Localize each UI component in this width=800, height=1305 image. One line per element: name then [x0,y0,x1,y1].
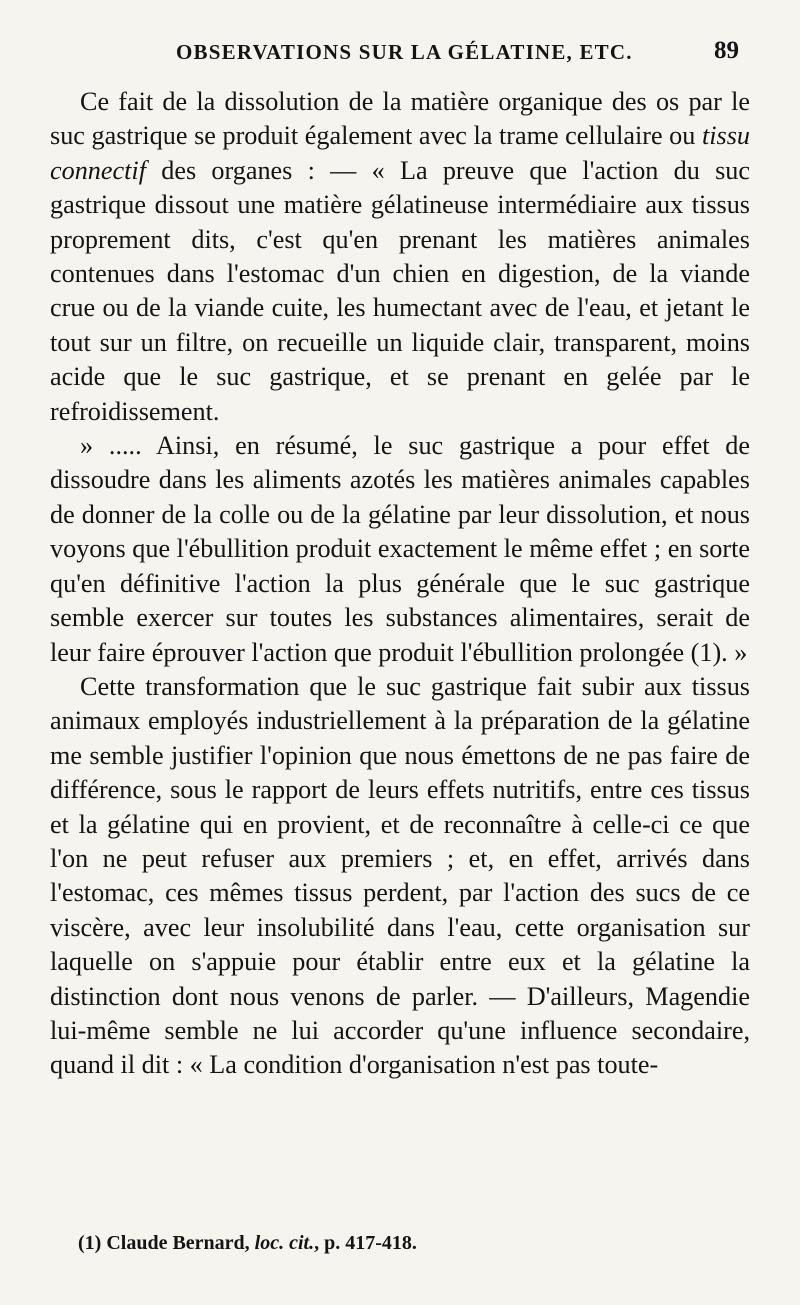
page-header [0,37,800,76]
footnote-pages: , p. 417-418. [314,1232,417,1254]
paragraph-1-italic: tissu connectif [50,121,750,185]
running-title: OBSERVATIONS SUR LA GÉLATINE, ETC. [176,40,633,64]
paragraph-1-text-b: des organes : — « La preuve que l'action du suc gastrique dissout une matière gélatineuse intermédiaire aux tissus proprement dits, c'est qu'en prenant les matières animales contenues dans l'estomac d'un chien en digestion, de la viande crue ou de la viande cuite, les humectant avec de l'eau, et jetant le tout sur un filtre, on recueille un liquide clair, transparent, moins acide que le suc gastrique, et se prenant en gelée par le refroidissement. [50,155,750,426]
footnote [78,1232,417,1255]
footnote-marker: (1) [78,1232,102,1254]
paragraph-1 [50,85,750,429]
page-number: 89 [714,37,739,64]
paragraph-1-text-a: Ce fait de la dissolution de la matière organique des os par le suc gastrique se produit également avec la trame cellulaire ou [50,87,750,151]
footnote-author: Claude Bernard, [106,1232,250,1254]
paragraph-2: » ..... Ainsi, en résumé, le suc gastrique a pour effet de dissoudre dans les aliments azotés les matières animales capables de donner de la colle ou de la gélatine par leur dissolution, et nous voyons que l'ébullition produit exactement le même effet ; en sorte qu'en définitive l'action la plus générale que le suc gastrique semble exercer sur toutes les substances alimentaires, serait de leur faire éprouver l'action que produit l'ébullition prolongée (1). » [50,431,750,667]
paragraph-3: Cette transformation que le suc gastrique fait subir aux tissus animaux employés industriellement à la préparation de la gélatine me semble justifier l'opinion que nous émettons de ne pas faire de différence, sous le rapport de leurs effets nutritifs, entre ces tissus et la gélatine qui en provient, et de reconnaître à celle-ci ce que l'on ne peut refuser aux premiers ; et, en effet, arrivés dans l'estomac, ces mêmes tissus perdent, par l'action des sucs de ce viscère, avec leur insolubilité dans l'eau, cette organisation sur laquelle on s'appuie pour établir entre eux et la gélatine la distinction dont nous venons de parler. — D'ailleurs, Magendie lui-même semble ne lui accorder qu'une influence secondaire, quand il dit : « La condition d'organisation n'est pas toute- [50,671,750,1080]
footnote-citation: loc. cit. [254,1232,315,1254]
body-text [50,85,750,1083]
